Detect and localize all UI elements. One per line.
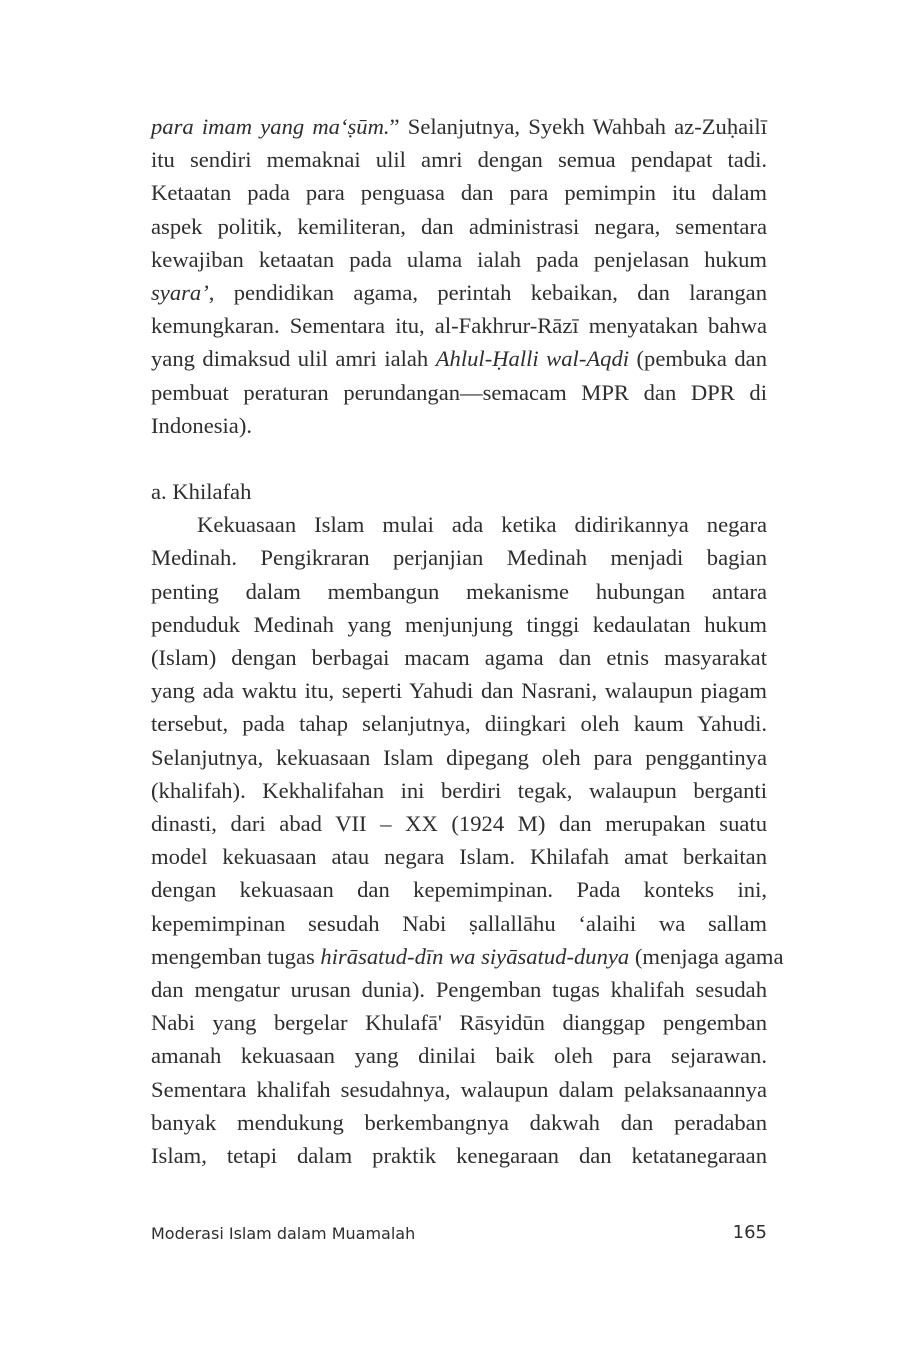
paragraph-khilafah	[151, 508, 784, 1172]
text-line: (khalifah). Kekhalifahan ini berdiri tegak, walaupun berganti	[151, 777, 767, 803]
text-line: yang ada waktu itu, seperti Yahudi dan Nasrani, walaupun piagam	[151, 678, 767, 704]
text-line: kepemimpinan sesudah Nabi ṣallallāhu ‘alaihi wa sallam	[151, 910, 767, 936]
page-footer	[151, 1220, 767, 1250]
text-line: syara’, pendidikan agama, perintah kebaikan, dan larangan	[151, 280, 767, 306]
text-line: Islam, tetapi dalam praktik kenegaraan dan ketatanegaraan	[151, 1143, 767, 1169]
body-text	[151, 110, 784, 1172]
text-line: dan mengatur urusan dunia). Pengemban tugas khalifah sesudah	[151, 977, 767, 1003]
text-line: penduduk Medinah yang menjunjung tinggi kedaulatan hukum	[151, 611, 767, 637]
text-line: dengan kekuasaan dan kepemimpinan. Pada konteks ini,	[151, 877, 767, 903]
text-line: Nabi yang bergelar Khulafā' Rāsyidūn dianggap pengemban	[151, 1010, 767, 1036]
text-line: (Islam) dengan berbagai macam agama dan etnis masyarakat	[151, 645, 767, 671]
text-line: yang dimaksud ulil amri ialah Ahlul-Ḥalli wal-Aqdi (pembuka dan	[151, 346, 767, 372]
text-line: Ketaatan pada para penguasa dan para pemimpin itu dalam	[151, 180, 767, 206]
section-heading: a. Khilafah	[151, 479, 252, 505]
paragraph-gap	[151, 442, 767, 475]
text-line: amanah kekuasaan yang dinilai baik oleh para sejarawan.	[151, 1043, 767, 1069]
page-number: 165	[732, 1222, 767, 1243]
text-line: aspek politik, kemiliteran, dan administrasi negara, sementara	[151, 213, 767, 239]
italic-term: Ahlul-Ḥalli wal-Aqdi	[435, 346, 630, 372]
text-line: kewajiban ketaatan pada ulama ialah pada penjelasan hukum	[151, 246, 767, 272]
text-line: pembuat peraturan perundangan—semacam MPR dan DPR di	[151, 379, 767, 405]
text-line: Selanjutnya, kekuasaan Islam dipegang oleh para penggantinya	[151, 744, 767, 770]
text-line: mengemban tugas hirāsatud-dīn wa siyāsatud-dunya (menjaga agama	[151, 943, 784, 969]
text-line: kemungkaran. Sementara itu, al-Fakhrur-Rāzī menyatakan bahwa	[151, 313, 767, 339]
italic-term: hirāsatud-dīn wa siyāsatud-dunya	[320, 943, 630, 969]
text-line: dinasti, dari abad VII – XX (1924 M) dan merupakan suatu	[151, 811, 767, 837]
text-line: Sementara khalifah sesudahnya, walaupun dalam pelaksanaannya	[151, 1076, 767, 1102]
text-line: banyak mendukung berkembangnya dakwah dan peradaban	[151, 1109, 767, 1135]
text-line: penting dalam membangun mekanisme hubungan antara	[151, 578, 767, 604]
text-line: tersebut, pada tahap selanjutnya, diingkari oleh kaum Yahudi.	[151, 711, 767, 737]
text-line: Medinah. Pengikraran perjanjian Medinah menjadi bagian	[151, 545, 767, 571]
text-line: itu sendiri memaknai ulil amri dengan semua pendapat tadi.	[151, 147, 767, 173]
italic-term: para imam yang ma‘ṣūm.	[151, 114, 390, 139]
text-line: model kekuasaan atau negara Islam. Khilafah amat berkaitan	[151, 844, 767, 870]
text-line: Kekuasaan Islam mulai ada ketika didirikannya negara	[197, 512, 767, 538]
text-line: Indonesia).	[151, 412, 253, 438]
paragraph-continuation	[151, 110, 767, 442]
running-footer-title: Moderasi Islam dalam Muamalah	[151, 1224, 416, 1243]
text-line: para imam yang ma‘ṣūm.” Selanjutnya, Syekh Wahbah az-Zuḥailī	[151, 114, 767, 139]
italic-term: syara’	[151, 280, 209, 306]
